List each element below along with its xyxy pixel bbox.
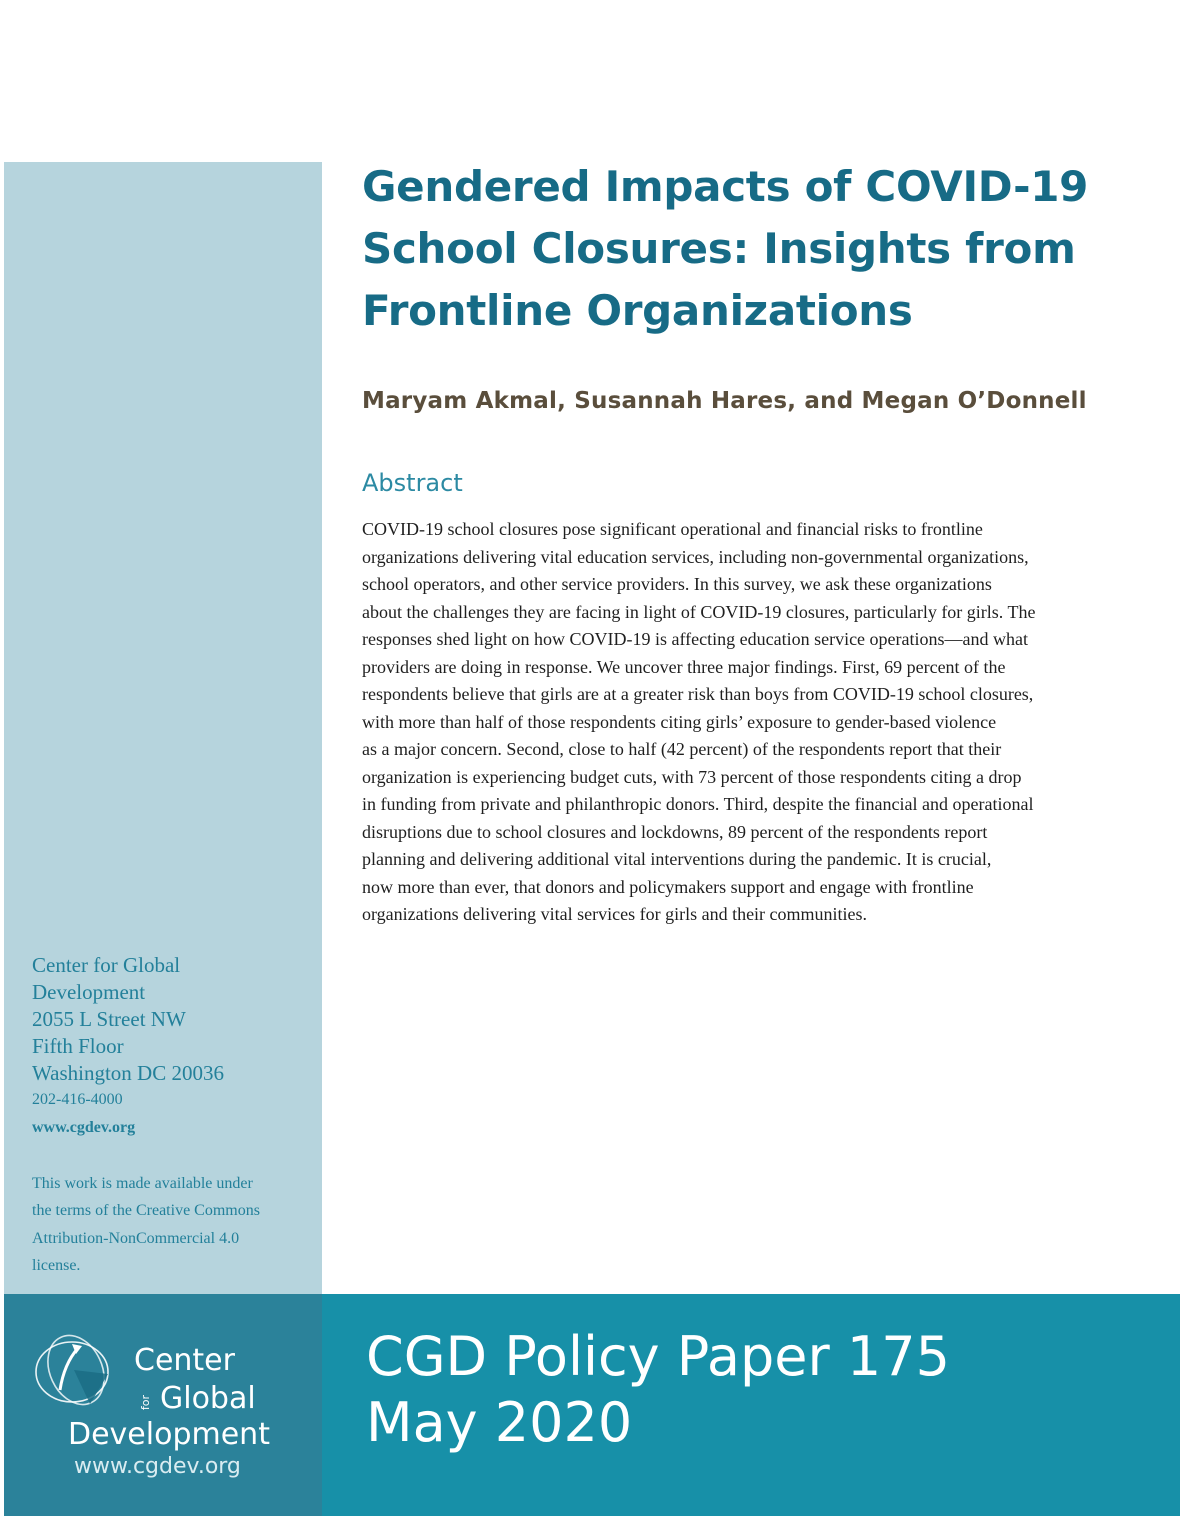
abstract-line: now more than ever, that donors and policymakers support and engage with frontline [362,876,974,897]
license-line: This work is made available under [32,1175,253,1192]
logo-word-development: Development [68,1417,270,1452]
globe-icon [30,1330,114,1414]
paper-title [362,156,1162,342]
abstract-line: responses shed light on how COVID-19 is affecting education service operations—and what [362,629,1029,649]
abstract-line: with more than half of those respondents citing girls’ exposure to gender-based violence [362,711,997,732]
address-line: Center for Global [32,953,181,977]
license-line: the terms of the Creative Commons [32,1202,260,1220]
publication-date: May 2020 [366,1391,633,1454]
abstract-line: organization is experiencing budget cuts, with 73 percent of those respondents citing a drop [362,766,1022,787]
abstract-heading: Abstract [362,469,463,497]
series-label [366,1324,950,1456]
abstract-line: organizations delivering vital education services, including non-governmental organizations, [362,546,1029,567]
series-number: CGD Policy Paper 175 [366,1325,950,1388]
license-line: license. [32,1256,81,1274]
abstract-line: as a major concern. Second, close to half (42 percent) of the respondents report that their [362,739,1002,759]
address-line: Fifth Floor [32,1034,124,1058]
address-block [32,952,224,1143]
abstract-line: in funding from private and philanthropic donors. Third, despite the financial and operational [362,794,1034,814]
abstract-line: about the challenges they are facing in light of COVID-19 closures, particularly for girls. The [362,601,1036,622]
logo-word-center: Center [134,1343,235,1378]
abstract-line: organizations delivering vital services for girls and their communities. [362,904,868,924]
abstract-line: school operators, and other service providers. In this survey, we ask these organizations [362,574,992,594]
logo-area [4,1294,322,1516]
abstract-line: planning and delivering additional vital interventions during the pandemic. It is crucial, [362,849,992,869]
author-list: Maryam Akmal, Susannah Hares, and Megan O’Donnell [362,388,1087,414]
abstract-line: disruptions due to school closures and lockdowns, 89 percent of the respondents report [362,821,988,842]
title-line: School Closures: Insights from [362,224,1076,273]
sidebar-panel [4,162,322,1294]
logo-website[interactable]: www.cgdev.org [74,1454,241,1479]
license-line: Attribution-NonCommercial 4.0 [32,1229,240,1247]
abstract-line: respondents believe that girls are at a greater risk than boys from COVID-19 school closures, [362,684,1034,704]
license-notice [32,1170,317,1279]
phone-number: 202-416-4000 [32,1091,123,1108]
title-line: Gendered Impacts of COVID-19 [362,162,1089,211]
abstract-line: COVID-19 school closures pose significant operational and financial risks to frontline [362,519,983,539]
website-link[interactable]: www.cgdev.org [32,1119,136,1136]
address-line: 2055 L Street NW [32,1007,186,1031]
abstract-text [362,516,1132,929]
title-line: Frontline Organizations [362,286,913,335]
footer-band [4,1294,1180,1516]
logo-word-global: Global [160,1381,256,1416]
abstract-line: providers are doing in response. We uncover three major findings. First, 69 percent of the [362,656,1006,677]
address-line: Development [32,980,146,1004]
address-line: Washington DC 20036 [32,1061,224,1085]
logo-word-for: for [139,1394,153,1411]
